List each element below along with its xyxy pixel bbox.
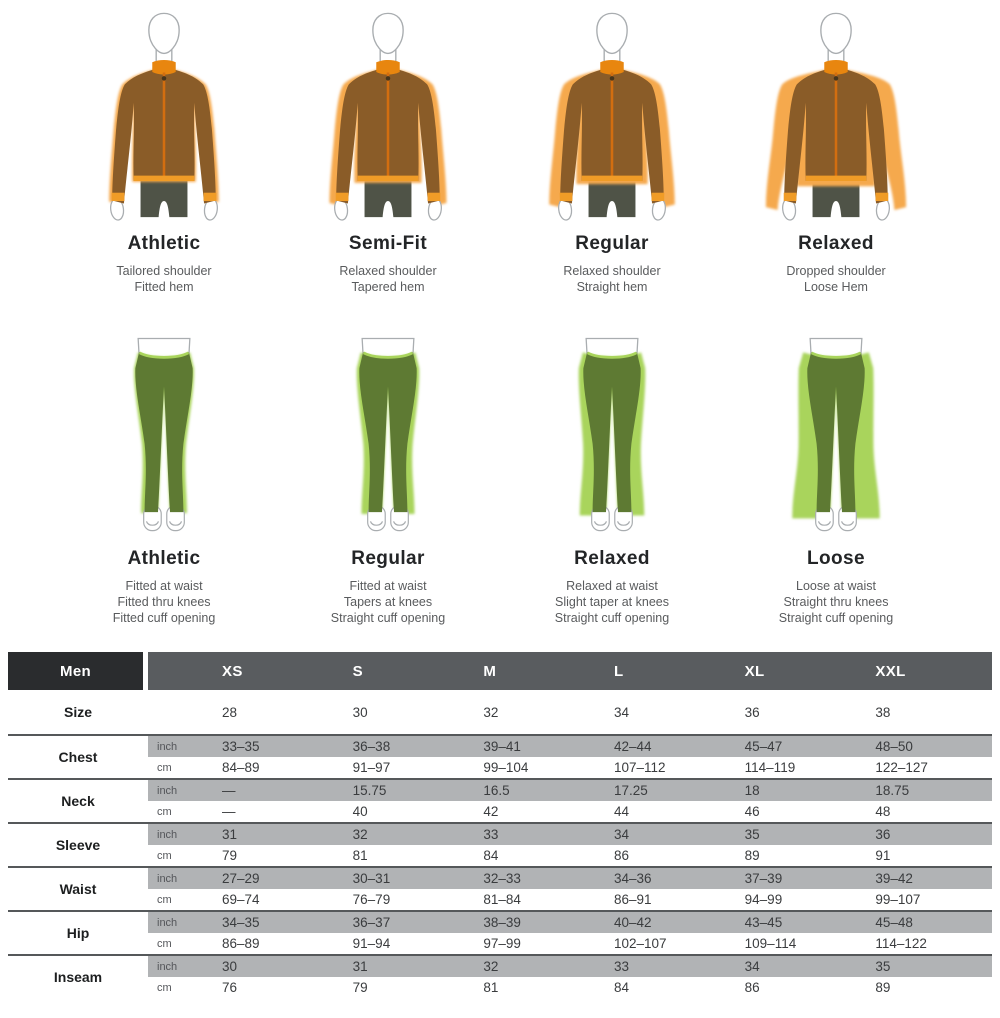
fit-description [500,263,724,295]
unit-label-cm: cm [157,805,172,818]
table-cell: 34 [731,956,862,977]
fit-card-pants-regular [276,333,500,626]
fit-desc-line: Relaxed shoulder [339,264,437,278]
table-cell: 39–41 [469,736,600,757]
fit-description [52,578,276,626]
table-cell: 97–99 [483,936,521,951]
table-group-neck [8,778,992,822]
table-cell: 114–122 [875,936,927,951]
fit-description [276,263,500,295]
table-cell: 39–42 [861,868,992,889]
table-cell: 45–47 [731,736,862,757]
table-cell: 38–39 [469,912,600,933]
fit-desc-line: Fitted at waist [125,579,203,593]
table-cell: 40–42 [600,912,731,933]
table-cell: 33 [469,824,600,845]
fit-desc-line: Fitted hem [134,280,194,294]
table-cell: 48 [875,804,891,819]
fit-desc-line: Slight taper at knees [555,595,669,609]
fit-card-jacket-athletic [52,8,276,295]
table-cell: 32 [339,824,470,845]
fit-card-jacket-semi-fit [276,8,500,295]
unit-label-cm: cm [157,937,172,950]
fit-card-pants-relaxed [500,333,724,626]
table-header-row [8,652,992,690]
table-cell: 84 [483,848,499,863]
table-cell: — [208,780,339,801]
fit-title: Athletic [127,233,201,254]
fit-title: Regular [575,233,649,254]
row-label: Hip [66,925,90,941]
jacket-figure [500,8,724,223]
row-label: Waist [59,881,97,897]
table-cell: 32 [483,704,499,720]
row-label: Inseam [53,969,103,985]
table-cell: 107–112 [614,760,666,775]
table-cell: 37–39 [731,868,862,889]
fit-desc-line: Straight hem [576,280,648,294]
table-cell: 84 [614,980,630,995]
table-cell: 15.75 [339,780,470,801]
table-cell: 42 [483,804,499,819]
table-cell: 81–84 [483,892,521,907]
table-cell: 114–119 [744,760,796,775]
table-cell: 34–35 [208,912,339,933]
table-cell: 33–35 [208,736,339,757]
table-cell: 35 [861,956,992,977]
table-cell: 69–74 [222,892,260,907]
table-group-sleeve [8,822,992,866]
table-cell: 86 [744,980,760,995]
jacket-fits-section [52,8,948,295]
table-cell: 79 [352,980,368,995]
jacket-figure [724,8,948,223]
jacket-figure [276,8,500,223]
column-header-xxl: XXL [861,652,992,690]
fit-title: Relaxed [798,233,874,254]
table-corner-cell: Men [8,652,148,690]
table-cell: 36–37 [339,912,470,933]
table-cell: 122–127 [875,760,928,775]
column-header-l: L [600,652,731,690]
fit-desc-line: Fitted cuff opening [112,611,216,625]
fit-card-jacket-regular [500,8,724,295]
fit-desc-line: Tapers at knees [343,595,433,609]
table-cell: 102–107 [614,936,667,951]
fit-description [52,263,276,295]
fit-card-pants-loose [724,333,948,626]
table-cell: 35 [731,824,862,845]
unit-label-inch: inch [148,780,208,801]
column-header-xs: XS [208,652,339,690]
fit-description [276,578,500,626]
table-row-size [8,690,992,734]
table-cell: 99–107 [875,892,921,907]
fit-title: Relaxed [574,548,650,569]
pants-figure [52,333,276,538]
table-cell: 86–91 [614,892,652,907]
table-cell: 36–38 [339,736,470,757]
fit-desc-line: Fitted at waist [349,579,427,593]
fit-desc-line: Straight cuff opening [778,611,894,625]
fit-desc-line: Straight thru knees [783,595,889,609]
table-cell: 81 [352,848,368,863]
unit-label-cm: cm [157,849,172,862]
table-cell: 76–79 [352,892,391,907]
fit-card-jacket-relaxed [724,8,948,295]
table-cell: 43–45 [731,912,862,933]
fit-desc-line: Straight cuff opening [330,611,446,625]
fit-title: Loose [807,548,865,569]
unit-label-cm: cm [157,981,172,994]
table-cell: 30 [208,956,339,977]
pants-fits-section [52,333,948,626]
table-cell: 32 [469,956,600,977]
table-cell: 89 [744,848,760,863]
table-cell: 86 [614,848,630,863]
table-cell: 94–99 [744,892,783,907]
table-cell: 86–89 [222,936,260,951]
fit-desc-line: Tapered hem [351,280,425,294]
table-cell: 30 [352,704,368,720]
unit-label-inch: inch [148,736,208,757]
fit-title: Semi-Fit [348,233,428,254]
pants-figure [724,333,948,538]
row-label: Neck [61,793,95,809]
table-cell: 109–114 [744,936,797,951]
table-cell: 36 [744,704,760,720]
fit-description [724,578,948,626]
table-cell: 79 [222,848,238,863]
pants-figure [276,333,500,538]
table-group-hip [8,910,992,954]
fit-desc-line: Loose Hem [804,280,868,294]
fit-desc-line: Relaxed at waist [566,579,658,593]
row-label: Sleeve [55,837,101,853]
unit-label-inch: inch [148,868,208,889]
table-cell: 91–94 [352,936,391,951]
unit-label-inch: inch [148,824,208,845]
table-group-waist [8,866,992,910]
table-cell: 33 [600,956,731,977]
table-cell: 84–89 [222,760,260,775]
fit-desc-line: Tailored shoulder [116,264,212,278]
table-cell: — [222,804,236,819]
fit-desc-line: Relaxed shoulder [563,264,661,278]
unit-label-cm: cm [157,761,172,774]
fit-desc-line: Dropped shoulder [786,264,886,278]
pants-figure [500,333,724,538]
table-cell: 76 [222,980,238,995]
table-cell: 42–44 [600,736,731,757]
table-cell: 31 [339,956,470,977]
table-cell: 89 [875,980,891,995]
fit-desc-line: Straight cuff opening [554,611,670,625]
table-cell: 46 [744,804,760,819]
table-cell: 38 [875,704,891,720]
column-header-xl: XL [731,652,862,690]
unit-label-inch: inch [148,912,208,933]
table-cell: 44 [614,804,630,819]
table-cell: 91–97 [352,760,391,775]
table-cell: 17.25 [600,780,731,801]
row-label: Chest [58,749,98,765]
mens-size-table [8,652,992,998]
table-cell: 18 [731,780,862,801]
fit-description [500,578,724,626]
column-header-m: M [469,652,600,690]
table-cell: 28 [222,704,238,720]
table-cell: 99–104 [483,760,529,775]
table-cell: 18.75 [861,780,992,801]
table-cell: 31 [208,824,339,845]
table-group-inseam [8,954,992,998]
fit-title: Regular [351,548,425,569]
table-cell: 91 [875,848,891,863]
table-cell: 48–50 [861,736,992,757]
fit-desc-line: Fitted thru knees [117,595,211,609]
table-cell: 34 [614,704,630,720]
table-cell: 16.5 [469,780,600,801]
table-group-chest [8,734,992,778]
table-cell: 40 [352,804,368,819]
jacket-figure [52,8,276,223]
fit-card-pants-athletic [52,333,276,626]
table-cell: 27–29 [208,868,339,889]
unit-label-cm: cm [157,893,172,906]
fit-title: Athletic [127,548,201,569]
column-header-s: S [339,652,470,690]
unit-spacer [148,690,208,734]
unit-label-inch: inch [148,956,208,977]
table-cell: 36 [861,824,992,845]
table-cell: 45–48 [861,912,992,933]
table-cell: 32–33 [469,868,600,889]
table-cell: 81 [483,980,499,995]
table-cell: 34–36 [600,868,731,889]
table-cell: 30–31 [339,868,470,889]
table-header-unit-spacer [148,652,208,690]
fit-description [724,263,948,295]
fit-desc-line: Loose at waist [796,579,876,593]
table-cell: 34 [600,824,731,845]
row-label: Size [63,704,92,720]
